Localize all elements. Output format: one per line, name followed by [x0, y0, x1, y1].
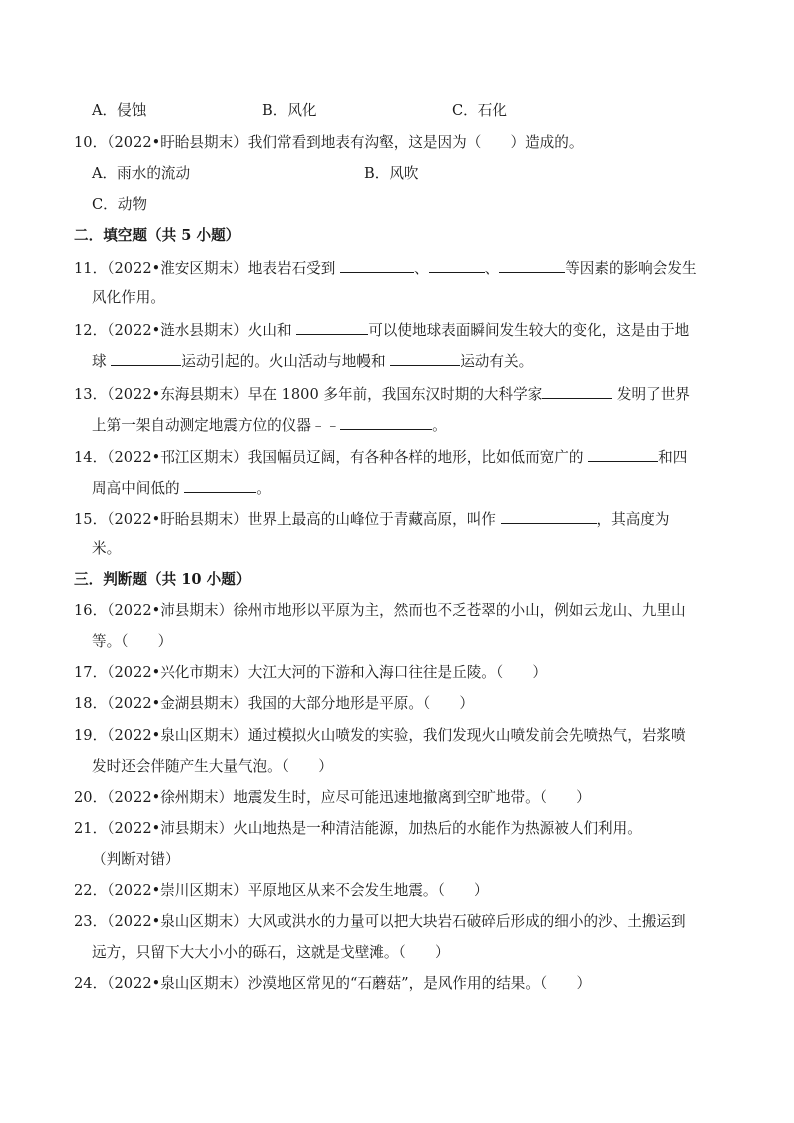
- q24-line1: 24．（2022•泉山区期末）沙漠地区常见的“石蘑菇”，是风作用的结果。（ ）: [74, 975, 592, 992]
- q13-line2: 上第一架自动测定地震方位的仪器﹣﹣ 。: [92, 414, 447, 436]
- q20-line1: 20．（2022•徐州期末）地震发生时，应尽可能迅速地撤离到空旷地带。（ ）: [74, 789, 591, 806]
- q15-line1: 15．（2022•盱眙县期末）世界上最高的山峰位于青藏高原，叫作 ，其高度为: [74, 508, 670, 530]
- q22-line1: 22．（2022•崇川区期末）平原地区从来不会发生地震。（ ）: [74, 882, 489, 899]
- q19-line2: 发时还会伴随产生大量气泡。（ ）: [92, 758, 333, 775]
- q19-line1: 19．（2022•泉山区期末）通过模拟火山喷发的实验，我们发现火山喷发前会先喷热气，岩浆喷: [74, 727, 686, 744]
- q12-blank-2[interactable]: [111, 350, 181, 366]
- q13-blank-1[interactable]: [542, 383, 612, 399]
- q12-line1: 12．（2022•涟水县期末）火山和 可以使地球表面瞬间发生较大的变化，这是由于地: [74, 319, 689, 341]
- q13-blank-2[interactable]: [340, 414, 432, 430]
- q17-line1: 17．（2022•兴化市期末）大江大河的下游和入海口往往是丘陵。（ ）: [74, 664, 547, 681]
- q13-line1: 13．（2022•东海县期末）早在 1800 多年前，我国东汉时期的大科学家 发明了世界: [74, 383, 690, 405]
- q12-blank-1[interactable]: [296, 319, 368, 335]
- q21-line2: （判断对错）: [92, 851, 180, 868]
- q10-stem: 10．（2022•盱眙县期末）我们常看到地表有沟壑，这是因为（ ）造成的。: [74, 134, 584, 151]
- q11-blank-1[interactable]: [340, 257, 414, 273]
- q10-option-a: A．雨水的流动: [92, 165, 191, 182]
- q11-line2: 风化作用。: [92, 289, 165, 306]
- q21-line1: 21．（2022•沛县期末）火山地热是一种清洁能源，加热后的水能作为热源被人们利用。: [74, 820, 642, 837]
- q12-line2: 球 运动引起的。火山活动与地幔和 运动有关。: [92, 350, 533, 372]
- q9-option-a: A．侵蚀: [92, 102, 147, 119]
- q9-option-c: C．石化: [452, 102, 507, 119]
- q18-line1: 18．（2022•金湖县期末）我国的大部分地形是平原。（ ）: [74, 695, 474, 712]
- q9-option-b: B．风化: [262, 102, 317, 119]
- q10-option-c: C．动物: [92, 196, 147, 213]
- q15-line2: 米。: [92, 540, 122, 557]
- q12-blank-3[interactable]: [390, 350, 460, 366]
- q14-line1: 14．（2022•邗江区期末）我国幅员辽阔，有各种各样的地形，比如低而宽广的 和四: [74, 446, 687, 468]
- section-title-fill-blank: 二．填空题（共 5 小题）: [74, 227, 241, 244]
- q23-line2: 远方，只留下大大小小的砾石，这就是戈壁滩。（ ）: [92, 944, 450, 961]
- q14-blank-1[interactable]: [588, 446, 658, 462]
- q11-blank-2[interactable]: [429, 257, 485, 273]
- q14-blank-2[interactable]: [184, 477, 256, 493]
- q16-line1: 16．（2022•沛县期末）徐州市地形以平原为主，然而也不乏苍翠的小山，例如云龙山、九里山: [74, 602, 686, 619]
- q14-line2: 周高中间低的 。: [92, 477, 271, 499]
- section-title-true-false: 三．判断题（共 10 小题）: [74, 571, 251, 588]
- q11-line1: 11．（2022•淮安区期末）地表岩石受到 、 、 等因素的影响会发生: [74, 257, 697, 279]
- q15-blank-1[interactable]: [501, 508, 597, 524]
- q23-line1: 23．（2022•泉山区期末）大风或洪水的力量可以把大块岩石破碎后形成的细小的沙、土搬运到: [74, 913, 686, 930]
- q10-option-b: B．风吹: [364, 165, 419, 182]
- q16-line2: 等。（ ）: [92, 633, 173, 650]
- q11-blank-3[interactable]: [499, 257, 565, 273]
